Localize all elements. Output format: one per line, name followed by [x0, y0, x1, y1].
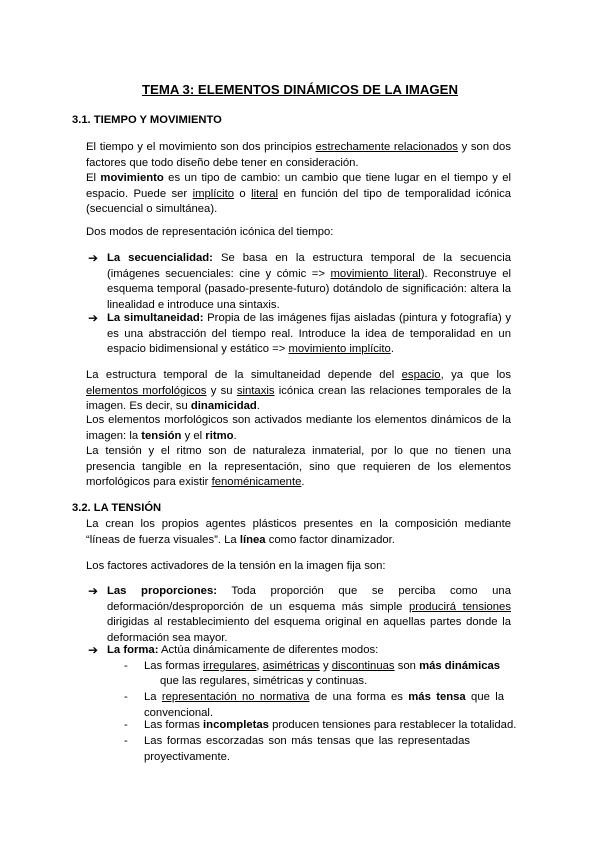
- paragraph-estructura-temporal: La estructura temporal de la simultaneidad depende del espacio, ya que los elementos morfológicos y su sintaxis icónica crean las relaciones temporales de la imagen. Es decir, su dinamicidad.: [86, 369, 511, 413]
- bullet-forma: La forma: Actúa dinámicamente de diferentes modos:: [107, 644, 379, 656]
- paragraph-tension-intro: La crean los propios agentes plásticos presentes en la composición mediante “líneas de fuerza visuales”. La línea como factor dinamizador.: [86, 518, 511, 546]
- page-title: TEMA 3: ELEMENTOS DINÁMICOS DE LA IMAGEN: [141, 82, 459, 97]
- bullet-arrow-icon: ➔: [88, 311, 99, 325]
- dash-item-incompletas: Las formas incompletas producen tensiones para restablecer la totalidad.: [144, 719, 517, 731]
- bullet-proporciones: Las proporciones: Toda proporción que se perciba como una deformación/desproporción de un esquema más simple producirá tensiones dirigidas al restablecimiento del esquema original en aquellas partes donde la deformación sea mayor.: [107, 585, 511, 644]
- dash-marker: -: [124, 691, 128, 703]
- dash-marker: -: [124, 735, 128, 747]
- section-heading-tension: 3.2. LA TENSIÓN: [72, 502, 162, 514]
- paragraph-intro: El tiempo y el movimiento son dos principios estrechamente relacionados y son dos factores que todo diseño debe tener en consideración.: [86, 141, 511, 169]
- dash-marker: -: [124, 660, 128, 672]
- dash-item-escorzadas: Las formas escorzadas son más tensas que las representadas proyectivamente.: [144, 735, 470, 763]
- bullet-simultaneidad: La simultaneidad: Propia de las imágenes fijas aisladas (pintura y fotografía) y es una abstracción del tiempo real. Introduce la idea de temporalidad en un espacio bidimensional y estático => movimiento implícito.: [107, 312, 511, 356]
- bullet-arrow-icon: ➔: [88, 643, 99, 657]
- paragraph-elementos-morfologicos: Los elementos morfológicos son activados mediante los elementos dinámicos de la imagen: la tensión y el ritmo.: [86, 414, 511, 442]
- dash-item-formas-irregulares-cont: que las regulares, simétricas y continuas.: [160, 675, 368, 687]
- paragraph-tension-ritmo: La tensión y el ritmo son de naturaleza inmaterial, por lo que no tienen una presencia tangible en la representación, sino que requieren de los elementos morfológicos para existir fenoménicamente.: [86, 445, 511, 489]
- paragraph-modos: Dos modos de representación icónica del tiempo:: [86, 226, 334, 238]
- paragraph-movimiento: El movimiento es un tipo de cambio: un cambio que tiene lugar en el tiempo y el espacio. Puede ser implícito o literal en función del tipo de temporalidad icónica (secuencial o simultánea).: [86, 172, 512, 216]
- paragraph-factores: Los factores activadores de la tensión en la imagen fija son:: [86, 560, 386, 572]
- bullet-arrow-icon: ➔: [88, 584, 99, 598]
- section-heading-tiempo-movimiento: 3.1. TIEMPO Y MOVIMIENTO: [72, 114, 222, 126]
- bullet-secuencialidad: La secuencialidad: Se basa en la estructura temporal de la secuencia (imágenes secuenciales: cine y cómic => movimiento literal). Reconstruye el esquema temporal (pasado-presente-futuro) dotándolo de significación: altera la linealidad e introduce una sintaxis.: [107, 252, 511, 311]
- dash-marker: -: [124, 719, 128, 731]
- dash-item-representacion: La representación no normativa de una forma es más tensa que la convencional.: [144, 691, 504, 719]
- dash-item-formas-irregulares: Las formas irregulares, asimétricas y discontinuas son más dinámicas: [144, 660, 501, 672]
- bullet-arrow-icon: ➔: [88, 251, 99, 265]
